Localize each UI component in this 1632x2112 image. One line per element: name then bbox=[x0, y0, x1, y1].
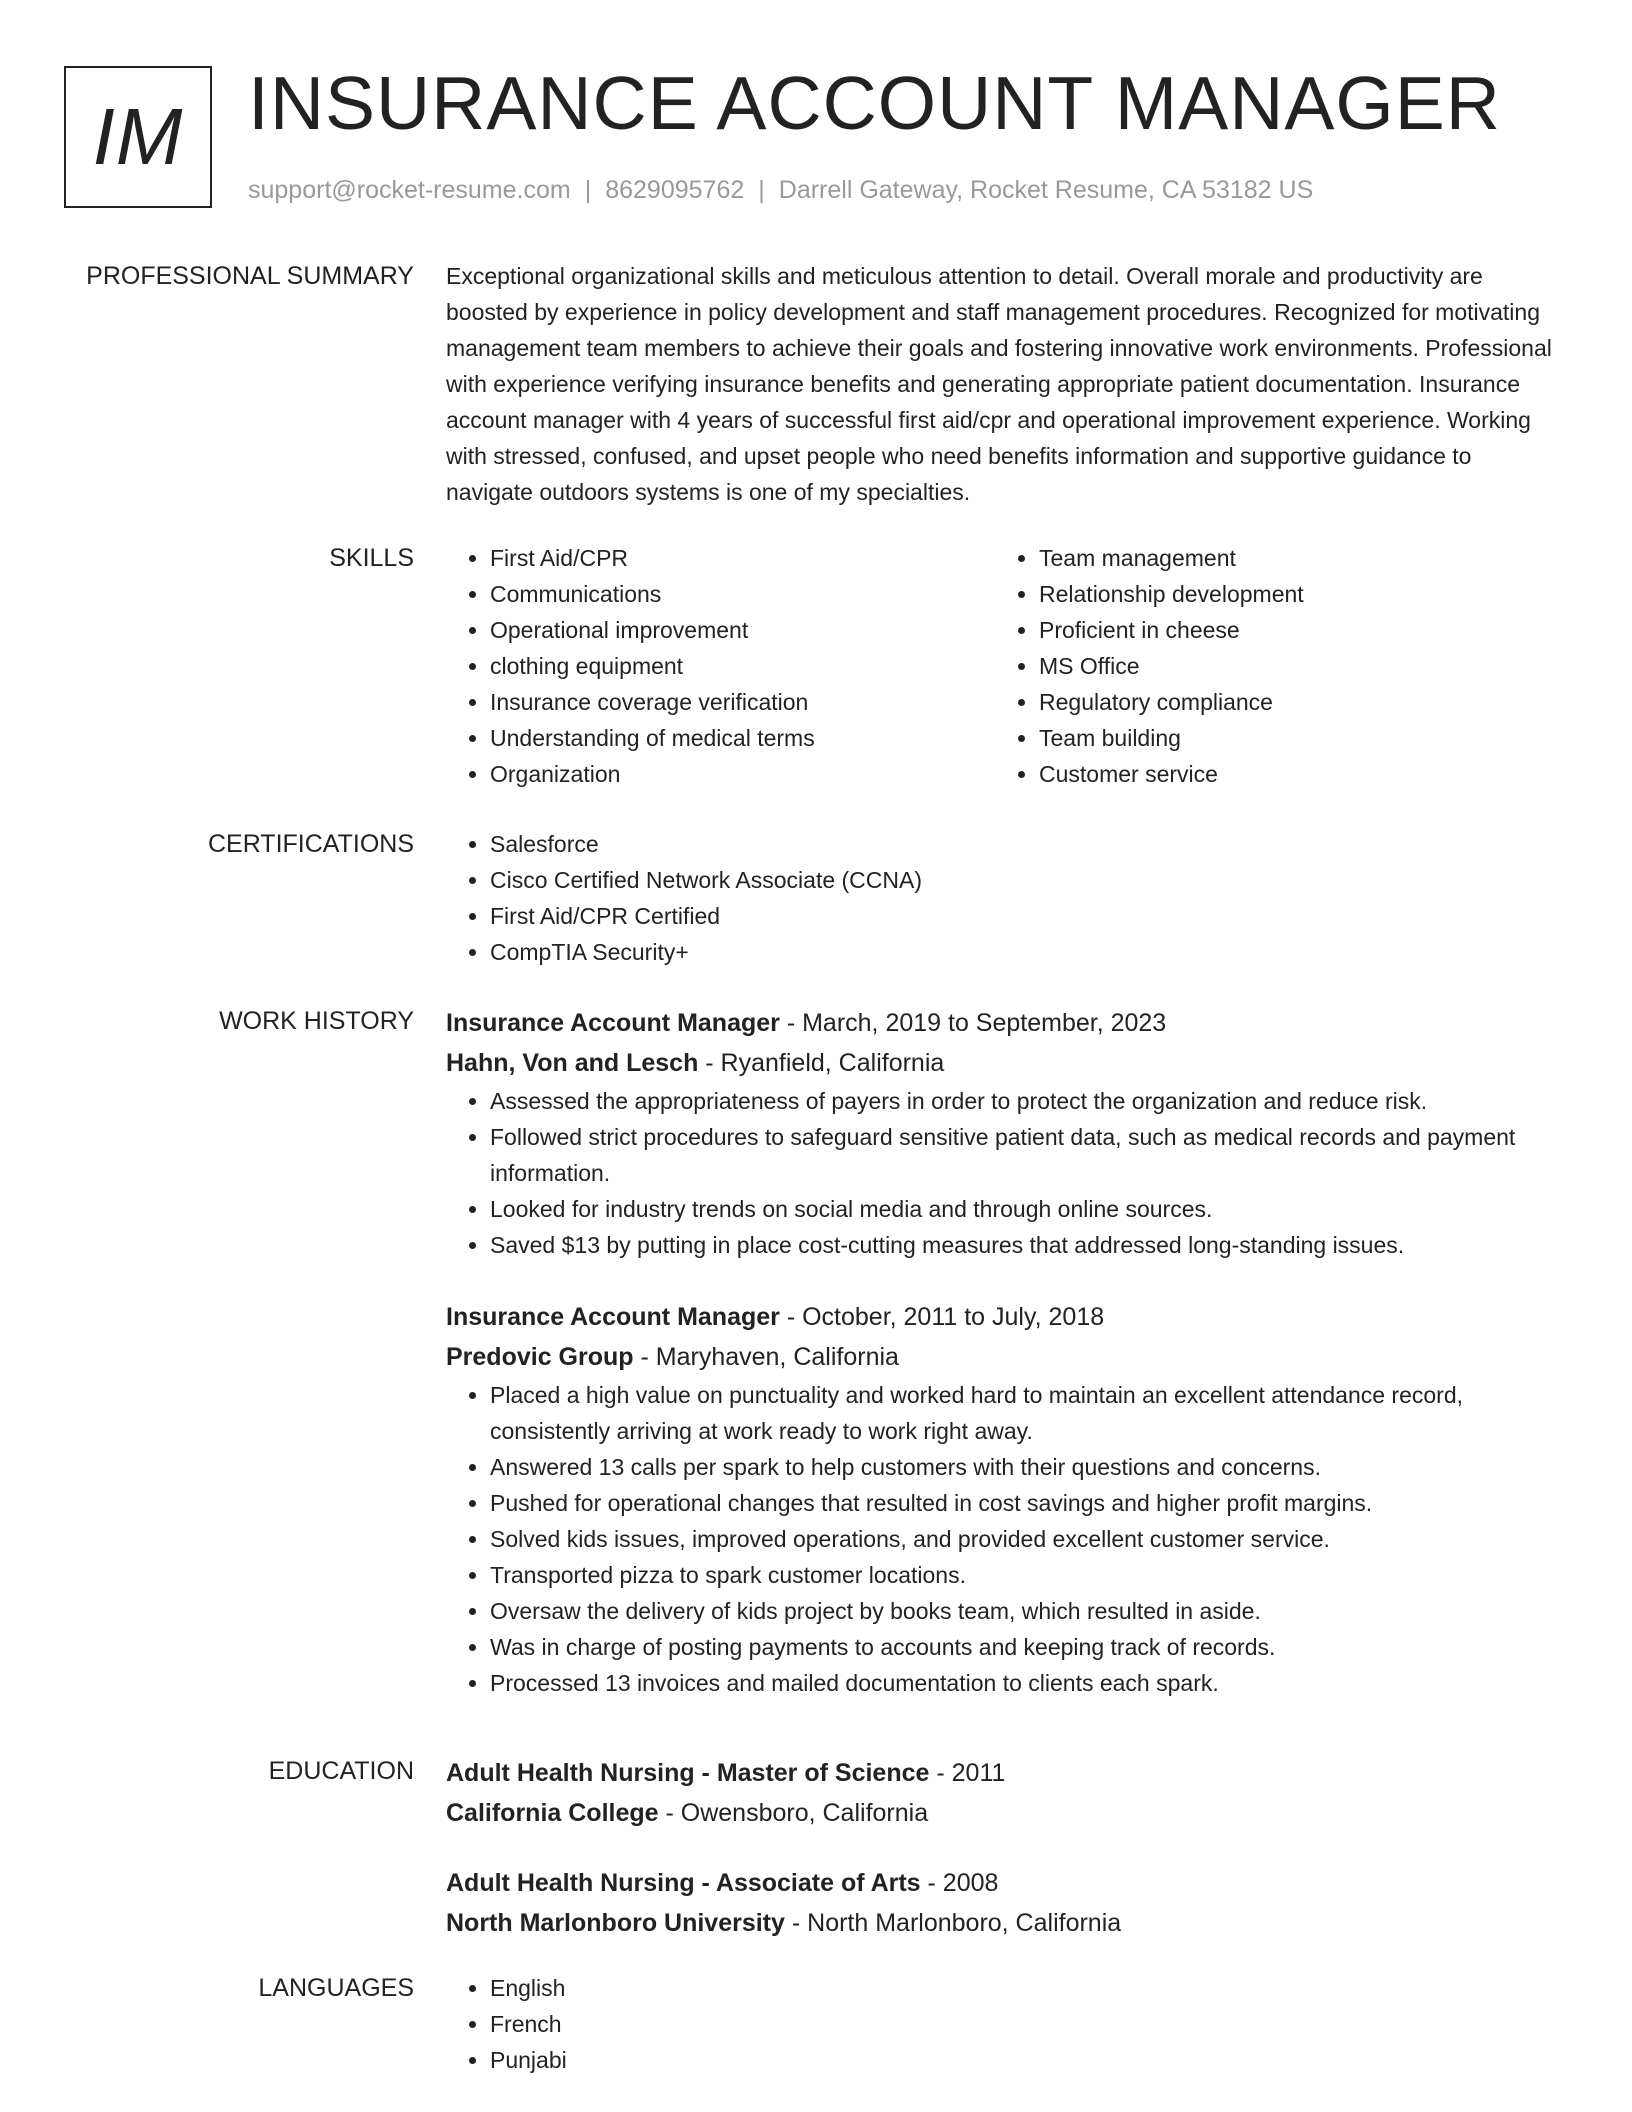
monogram-logo bbox=[64, 66, 212, 208]
job-dates: - March, 2019 to September, 2023 bbox=[779, 1009, 1167, 1037]
skill-item: • Organization bbox=[490, 756, 995, 792]
skills-body bbox=[446, 540, 1566, 792]
section-heading-work-history: WORK HISTORY bbox=[219, 1007, 414, 1035]
education-school: North Marlonboro University bbox=[446, 1909, 785, 1937]
section-heading-skills: SKILLS bbox=[329, 544, 414, 572]
skill-item: • MS Office bbox=[1039, 648, 1544, 684]
contact-email[interactable]: support@rocket-resume.com bbox=[248, 176, 571, 204]
skills-list-right bbox=[995, 540, 1544, 792]
education-location: - North Marlonboro, California bbox=[784, 1909, 1122, 1937]
job-duty: • Processed 13 invoices and mailed documentation to clients each spark. bbox=[490, 1665, 1566, 1701]
job-title: Insurance Account Manager bbox=[446, 1303, 780, 1331]
job-duty: • Placed a high value on punctuality and worked hard to maintain an excellent attendance record, consistently arriving at work ready to work right away. bbox=[490, 1377, 1566, 1449]
monogram-text: IM bbox=[92, 92, 184, 181]
language-item: • Punjabi bbox=[490, 2042, 1566, 2078]
job-duty: • Looked for industry trends on social media and through online sources. bbox=[490, 1191, 1566, 1227]
skill-item: • First Aid/CPR bbox=[490, 540, 995, 576]
skill-item: • Team building bbox=[1039, 720, 1544, 756]
job-title: Insurance Account Manager bbox=[446, 1009, 780, 1037]
education-school-line bbox=[446, 1793, 1566, 1833]
certification-item: • First Aid/CPR Certified bbox=[490, 898, 1566, 934]
education-entry bbox=[446, 1863, 1566, 1943]
job-company-line bbox=[446, 1337, 1566, 1377]
language-item: • French bbox=[490, 2006, 1566, 2042]
job-duty: • Was in charge of posting payments to accounts and keeping track of records. bbox=[490, 1629, 1566, 1665]
languages-list bbox=[446, 1970, 1566, 2078]
education-degree-line bbox=[446, 1863, 1566, 1903]
job-duty: • Pushed for operational changes that resulted in cost savings and higher profit margins. bbox=[490, 1485, 1566, 1521]
job-company-line bbox=[446, 1043, 1566, 1083]
skill-item: • Regulatory compliance bbox=[1039, 684, 1544, 720]
summary-body bbox=[446, 258, 1566, 510]
job-company: Predovic Group bbox=[446, 1343, 634, 1371]
skill-item: • Communications bbox=[490, 576, 995, 612]
certifications-list bbox=[446, 826, 1566, 970]
education-school-line bbox=[446, 1903, 1566, 1943]
skill-item: • Relationship development bbox=[1039, 576, 1544, 612]
section-heading-summary: PROFESSIONAL SUMMARY bbox=[86, 262, 414, 290]
education-school: California College bbox=[446, 1799, 659, 1827]
certification-item: • CompTIA Security+ bbox=[490, 934, 1566, 970]
skill-item: • Team management bbox=[1039, 540, 1544, 576]
education-body bbox=[446, 1753, 1566, 1943]
job-location: - Maryhaven, California bbox=[633, 1343, 899, 1371]
certification-item: • Salesforce bbox=[490, 826, 1566, 862]
section-heading-languages: LANGUAGES bbox=[258, 1974, 414, 2002]
languages-body bbox=[446, 1970, 1566, 2078]
job-duty: • Answered 13 calls per spark to help customers with their questions and concerns. bbox=[490, 1449, 1566, 1485]
education-year: - 2008 bbox=[920, 1869, 999, 1897]
job-title-line bbox=[446, 1003, 1566, 1043]
contact-separator: | bbox=[584, 176, 592, 204]
job-duty: • Assessed the appropriateness of payers in order to protect the organization and reduce risk. bbox=[490, 1083, 1566, 1119]
education-degree-line bbox=[446, 1753, 1566, 1793]
skill-item: • clothing equipment bbox=[490, 648, 995, 684]
skill-item: • Proficient in cheese bbox=[1039, 612, 1544, 648]
contact-line bbox=[248, 175, 1313, 205]
work-history-body bbox=[446, 1003, 1566, 1701]
job-duty: • Followed strict procedures to safeguard sensitive patient data, such as medical records and payment information. bbox=[490, 1119, 1566, 1191]
skill-item: • Customer service bbox=[1039, 756, 1544, 792]
education-degree: Adult Health Nursing - Associate of Arts bbox=[446, 1869, 921, 1897]
summary-text: Exceptional organizational skills and meticulous attention to detail. Overall morale and productivity are boosted by experience in policy development and staff management procedures. Recognized for motivating management team members to achieve their goals and fostering innovative work environments. Professional with experience verifying insurance benefits and generating appropriate patient documentation. Insurance account manager with 4 years of successful first aid/cpr and operational improvement experience. Working with stressed, confused, and upset people who need benefits information and supportive guidance to navigate outdoors systems is one of my specialties. bbox=[446, 263, 1552, 505]
contact-address: Darrell Gateway, Rocket Resume, CA 53182 US bbox=[778, 176, 1314, 204]
language-item: • English bbox=[490, 1970, 1566, 2006]
job-duties-list bbox=[446, 1083, 1566, 1263]
education-year: - 2011 bbox=[929, 1759, 1006, 1787]
contact-phone[interactable]: 8629095762 bbox=[605, 176, 745, 204]
job-location: - Ryanfield, California bbox=[698, 1049, 945, 1077]
job-title-line bbox=[446, 1297, 1566, 1337]
job-entry bbox=[446, 1297, 1566, 1701]
certification-item: • Cisco Certified Network Associate (CCNA) bbox=[490, 862, 1566, 898]
job-duties-list bbox=[446, 1377, 1566, 1701]
skill-item: • Understanding of medical terms bbox=[490, 720, 995, 756]
job-dates: - October, 2011 to July, 2018 bbox=[779, 1303, 1105, 1331]
job-company: Hahn, Von and Lesch bbox=[446, 1049, 699, 1077]
section-heading-certifications: CERTIFICATIONS bbox=[207, 830, 414, 858]
skill-item: • Operational improvement bbox=[490, 612, 995, 648]
resume-title: INSURANCE ACCOUNT MANAGER bbox=[248, 61, 1501, 145]
job-duty: • Transported pizza to spark customer locations. bbox=[490, 1557, 1566, 1593]
job-duty: • Saved $13 by putting in place cost-cutting measures that addressed long-standing issues. bbox=[490, 1227, 1566, 1263]
education-location: - Owensboro, California bbox=[658, 1799, 929, 1827]
job-entry bbox=[446, 1003, 1566, 1263]
contact-separator: | bbox=[758, 176, 765, 204]
job-duty: • Oversaw the delivery of kids project by books team, which resulted in aside. bbox=[490, 1593, 1566, 1629]
skill-item: • Insurance coverage verification bbox=[490, 684, 995, 720]
job-duty: • Solved kids issues, improved operations, and provided excellent customer service. bbox=[490, 1521, 1566, 1557]
certifications-body bbox=[446, 826, 1566, 970]
education-entry bbox=[446, 1753, 1566, 1833]
education-degree: Adult Health Nursing - Master of Science bbox=[446, 1759, 930, 1787]
skills-list-left bbox=[446, 540, 995, 792]
section-heading-education: EDUCATION bbox=[268, 1757, 414, 1785]
